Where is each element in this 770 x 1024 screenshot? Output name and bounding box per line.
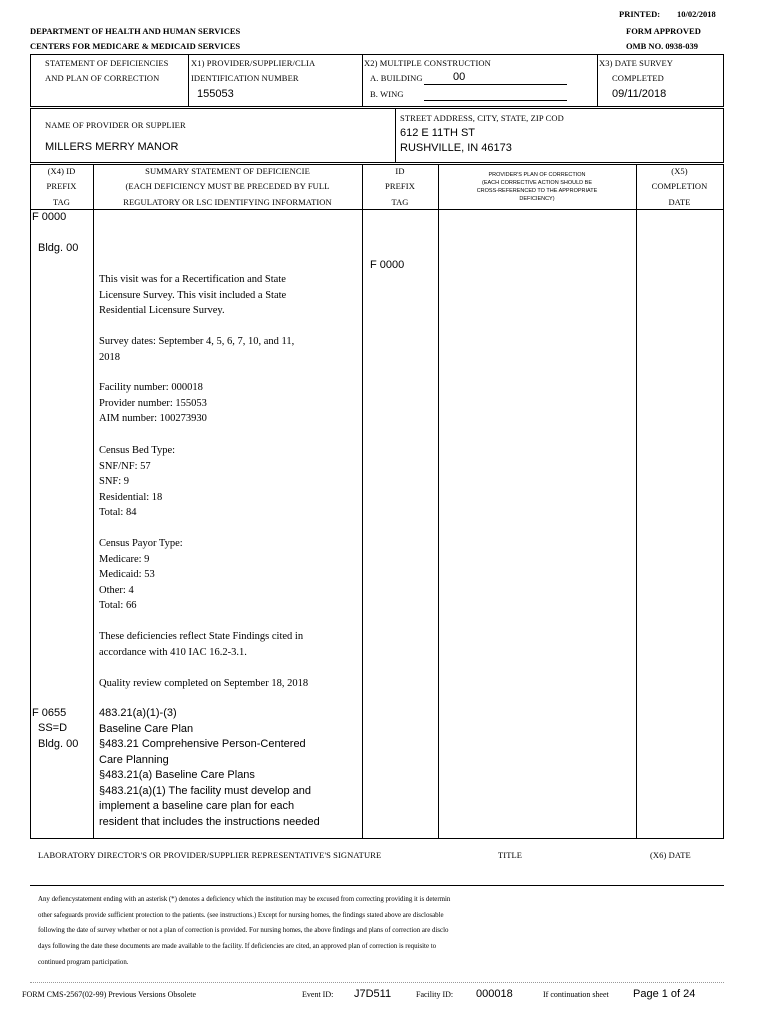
printed-label: PRINTED: [619, 9, 661, 19]
survey-completed-date: 09/11/2018 [612, 88, 667, 100]
signature-date-label: (X6) DATE [650, 850, 691, 860]
id-header-2: PREFIX [385, 181, 415, 191]
plan-header-4: DEFICIENCY) [519, 196, 555, 202]
plan-header-1: PROVIDER'S PLAN OF CORRECTION [488, 172, 586, 178]
form-approved: FORM APPROVED [626, 26, 701, 36]
x4-header-1: (X4) ID [47, 166, 76, 176]
summary-paragraph-quality: Quality review completed on September 18, 2018 [99, 678, 309, 689]
plan-header-2: (EACH CORRECTIVE ACTION SHOULD BE [481, 180, 593, 186]
event-id-label: Event ID: [302, 990, 334, 999]
id-header-1: ID [395, 166, 405, 176]
department-title: DEPARTMENT OF HEALTH AND HUMAN SERVICES [30, 26, 241, 36]
prefix-tag-f0655: F 0655 [32, 707, 67, 719]
x5-header-2: COMPLETION [651, 181, 708, 191]
provider-name-label: NAME OF PROVIDER OR SUPPLIER [45, 120, 186, 130]
building-value: 00 [453, 71, 466, 83]
omb-number: OMB NO. 0938-039 [626, 41, 699, 51]
statement-label-2: AND PLAN OF CORRECTION [45, 73, 160, 83]
summary-header-1: SUMMARY STATEMENT OF DEFICIENCIE [145, 166, 310, 176]
building-tag-1: Bldg. 00 [38, 242, 79, 254]
summary-paragraph-bed-type: Census Bed Type: SNF/NF: 57 SNF: 9 Residential: 18 Total: 84 [99, 445, 176, 518]
x1-label-1: X1) PROVIDER/SUPPLIER/CLIA [191, 58, 316, 68]
printed-date: 10/02/2018 [677, 9, 716, 19]
title-label: TITLE [498, 850, 523, 860]
form-number: FORM CMS-2567(02-99) Previous Versions Obsolete [22, 990, 197, 999]
summary-header-3: REGULATORY OR LSC IDENTIFYING INFORMATION [123, 197, 332, 207]
x5-header-3: DATE [668, 197, 691, 207]
street-address: 612 E 11TH ST [400, 127, 475, 139]
id-tag-f0000: F 0000 [370, 259, 405, 271]
page-number: Page 1 of 24 [633, 988, 696, 1000]
disclaimer-line-1: Any defiencystatement ending with an asterisk (*) denotes a deficiency which the institution may be excused from correcting providing it is determin [38, 896, 451, 903]
disclaimer-line-5: continued program participation. [38, 959, 129, 966]
facility-id-label: Facility ID: [416, 990, 454, 999]
continuation-label: If continuation sheet [543, 990, 609, 999]
disclaimer-line-4: days following the date these documents are made available to the facility. If deficiencies are cited, an approved plan of correction is requisite to [38, 943, 437, 950]
statement-label-1: STATEMENT OF DEFICIENCIES [45, 58, 169, 68]
summary-header-2: (EACH DEFICIENCY MUST BE PRECEDED BY FULL [125, 181, 330, 191]
prefix-tag-f0000: F 0000 [32, 211, 67, 223]
x3-label-1: X3) DATE SURVEY [599, 58, 674, 68]
x4-header-3: TAG [52, 197, 71, 207]
x2-title: X2) MULTIPLE CONSTRUCTION [364, 58, 491, 68]
summary-paragraph-numbers: Facility number: 000018 Provider number: 155053 AIM number: 100273930 [99, 382, 207, 424]
summary-paragraph-visit: This visit was for a Recertification and State Licensure Survey. This visit included a State Residential Licensure Survey. [99, 274, 287, 316]
plan-header-3: CROSS-REFERENCED TO THE APPROPRIATE [476, 188, 598, 194]
summary-paragraph-findings: These deficiencies reflect State Findings cited in accordance with 410 IAC 16.2-3.1. [99, 631, 304, 658]
provider-name-value: MILLERS MERRY MANOR [45, 141, 179, 153]
disclaimer-line-3: following the date of survey whether or not a plan of correction is provided. For nursing homes, the above findings and plans of correction are disclo [38, 927, 449, 934]
x3-label-2: COMPLETED [612, 73, 664, 83]
summary-paragraph-dates: Survey dates: September 4, 5, 6, 7, 10, and 11, 2018 [99, 336, 295, 363]
id-header-3: TAG [391, 197, 409, 207]
summary-paragraph-baseline-care-plan: 483.21(a)(1)-(3) Baseline Care Plan §483.21 Comprehensive Person-Centered Care Planning §483.21(a) Baseline Care Plans §483.21(a)(1) The facility must develop and implement a baseline care plan for each resident that includes the instructions needed [99, 707, 320, 828]
facility-id-value: 000018 [476, 988, 513, 1000]
provider-id-value: 155053 [197, 88, 234, 100]
centers-title: CENTERS FOR MEDICARE & MEDICAID SERVICES [30, 41, 241, 51]
x4-header-2: PREFIX [46, 181, 77, 191]
x1-label-2: IDENTIFICATION NUMBER [191, 73, 299, 83]
x5-header-1: (X5) [671, 166, 688, 176]
address-label: STREET ADDRESS, CITY, STATE, ZIP COD [400, 113, 564, 123]
summary-paragraph-payor-type: Census Payor Type: Medicare: 9 Medicaid: 53 Other: 4 Total: 66 [99, 538, 183, 611]
city-state-zip: RUSHVILLE, IN 46173 [400, 142, 512, 154]
wing-label: B. WING [370, 89, 404, 99]
building-tag-2: Bldg. 00 [38, 738, 79, 750]
building-label: A. BUILDING [370, 73, 423, 83]
scope-severity: SS=D [38, 722, 68, 734]
signature-label: LABORATORY DIRECTOR'S OR PROVIDER/SUPPLIER REPRESENTATIVE'S SIGNATURE [38, 850, 382, 860]
event-id-value: J7D511 [354, 988, 392, 1000]
disclaimer-line-2: other safeguards provide sufficient protection to the patients. (see instructions.) Except for nursing homes, the findings stated above are disclosable [38, 912, 444, 919]
